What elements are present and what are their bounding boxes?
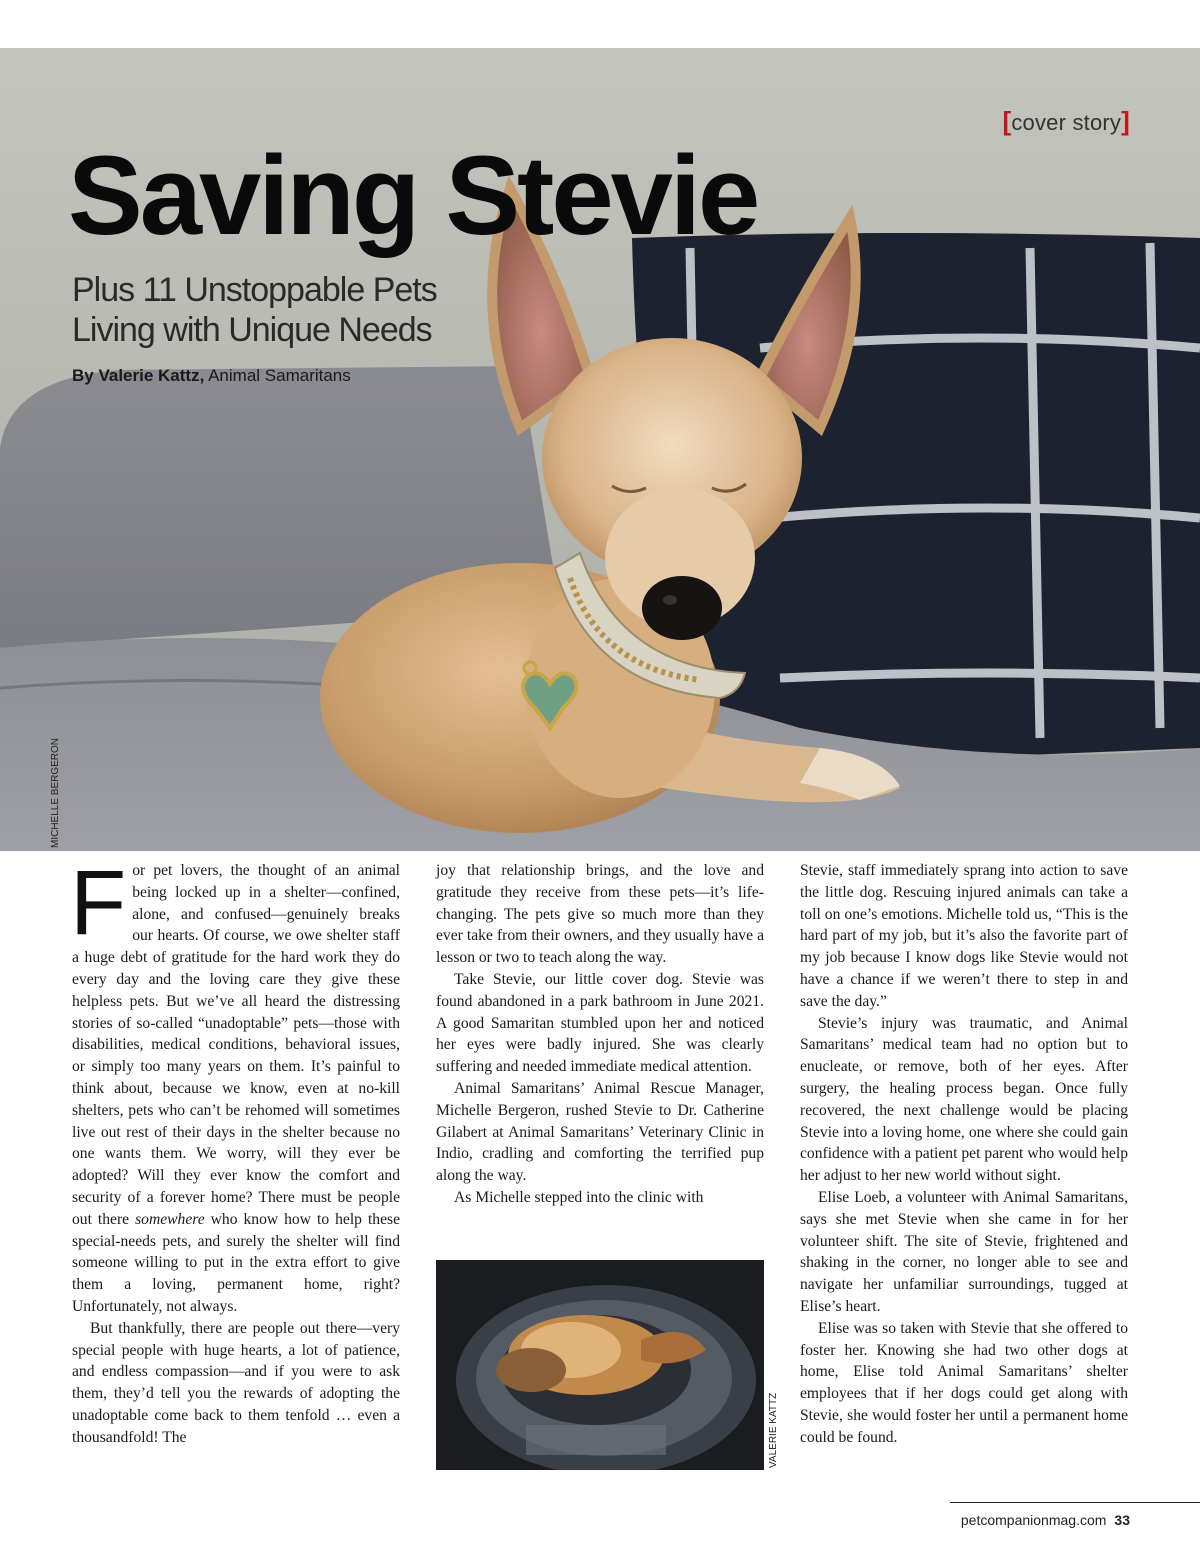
paragraph-1: [70, 852, 400, 1318]
inset-photo-illustration: [436, 1260, 764, 1470]
paragraph-2-continued: joy that relationship brings, and the love and gratitude they receive from these pets—it’s life-changing. The pets give so much more than they ever take from their owners, and they usually have a lesson or two to teach along the way.: [436, 862, 764, 967]
article-subtitle: [72, 270, 532, 350]
inset-photo-credit: VALERIE KATTZ: [768, 1392, 779, 1468]
inset-photo: [436, 1260, 764, 1470]
paragraph-5: As Michelle stepped into the clinic with: [454, 1188, 704, 1206]
footer-site: petcompanionmag.com: [960, 1512, 1107, 1528]
paragraph-1-text-a: or pet lovers, the thought of an animal being locked up in a shelter—confined, alone, and confused—genuinely breaks our hearts. Of course, we owe shelter staff a huge debt of gratitude for the hard work they do every day and the loving care they give these helpless pets. But we’ve all heard the distressing stories of so-called “unadoptable” pets—those with disabilities, medical conditions, behavioral issues, or simply too many years on them. It’s painful to think about, because we know, even at no-kill shelters, pets who can’t be rehomed will sometimes live out rest of their days in the shelter because no one wants them. We worry, will they ever be adopted? Will they ever know the comfort and security of a forever home? There must be people out there: [72, 862, 400, 1228]
paragraph-3: Take Stevie, our little cover dog. Stevie was found abandoned in a park bathroom in June 2021. A good Samaritan stumbled upon her and noticed her eyes were badly injured. She was clearly suffering and needed immediate medical attention.: [436, 970, 764, 1076]
subtitle-line-1: Plus 11 Unstoppable Pets: [72, 271, 437, 309]
byline-author: Valerie Kattz,: [98, 366, 205, 385]
paragraph-1-text-b: who know how to help these special-needs pets, and surely the shelter will find someone willing to put in the extra effort to give them a loving, permanent home, right? Unfortunately, not always.: [72, 1210, 400, 1315]
footer-rule: [950, 1502, 1200, 1503]
paragraph-4: Animal Samaritans’ Animal Rescue Manager, Michelle Bergeron, rushed Stevie to Dr. Catherine Gilabert at Animal Samaritans’ Veterinary Clinic in Indio, cradling and comforting the terrified pup along the way.: [436, 1079, 764, 1185]
byline-prefix: By: [72, 366, 94, 385]
byline-org: Animal Samaritans: [208, 366, 351, 385]
article-column-3: [800, 860, 1128, 1449]
paragraph-1-emphasis: somewhere: [135, 1210, 205, 1228]
byline: [72, 366, 351, 386]
section-bracket-open: [: [1002, 106, 1012, 136]
section-label: [1002, 106, 1130, 137]
paragraph-2: But thankfully, there are people out there—very special people with huge hearts, a lot of patience, and endless compassion—and if you were to ask them, they’d tell you the rewards of adopting the unadoptable come back to them tenfold … even a thousandfold! The: [72, 1319, 400, 1446]
page-number: 33: [1114, 1512, 1130, 1528]
subtitle-line-2: Living with Unique Needs: [72, 311, 432, 349]
section-label-text: cover story: [1011, 110, 1122, 135]
paragraph-6: Stevie’s injury was traumatic, and Animal Samaritans’ medical team had no option but to enucleate, or remove, both of her eyes. After surgery, the healing process began. Once fully recovered, the next challenge would be placing Stevie into a loving home, one where she could gain confidence with a patient pet parent who would help her adjust to her new world without sight.: [800, 1014, 1128, 1185]
hero-photo-credit: MICHELLE BERGERON: [50, 737, 61, 848]
section-bracket-close: ]: [1121, 106, 1130, 136]
article-column-2: [436, 860, 764, 1209]
paragraph-5-continued: Stevie, staff immediately sprang into action to save the little dog. Rescuing injured animals can take a toll on one’s emotions. Michelle told us, “This is the hard part of my job, but it’s also the favorite part of my job because I know dogs like Stevie would not have a chance if we weren’t there to step in and save the day.”: [800, 862, 1128, 1010]
paragraph-7: Elise Loeb, a volunteer with Animal Samaritans, says she met Stevie when she came in for her volunteer shift. The site of Stevie, frightened and shaking in the corner, no longer able to see and navigate her unfamiliar surroundings, tugged at Elise’s heart.: [800, 1188, 1128, 1315]
article-title: Saving Stevie: [68, 133, 758, 258]
page-footer: [961, 1512, 1130, 1528]
paragraph-8: Elise was so taken with Stevie that she offered to foster her. Knowing she had two other dogs at home, Elise told Animal Samaritans’ shelter employees that if her dogs could get along with Stevie, she would foster her until a permanent home could be found.: [800, 1319, 1128, 1446]
article-column-1: [70, 852, 400, 1449]
drop-cap: F: [70, 852, 127, 954]
hero-photo: [0, 48, 1200, 851]
